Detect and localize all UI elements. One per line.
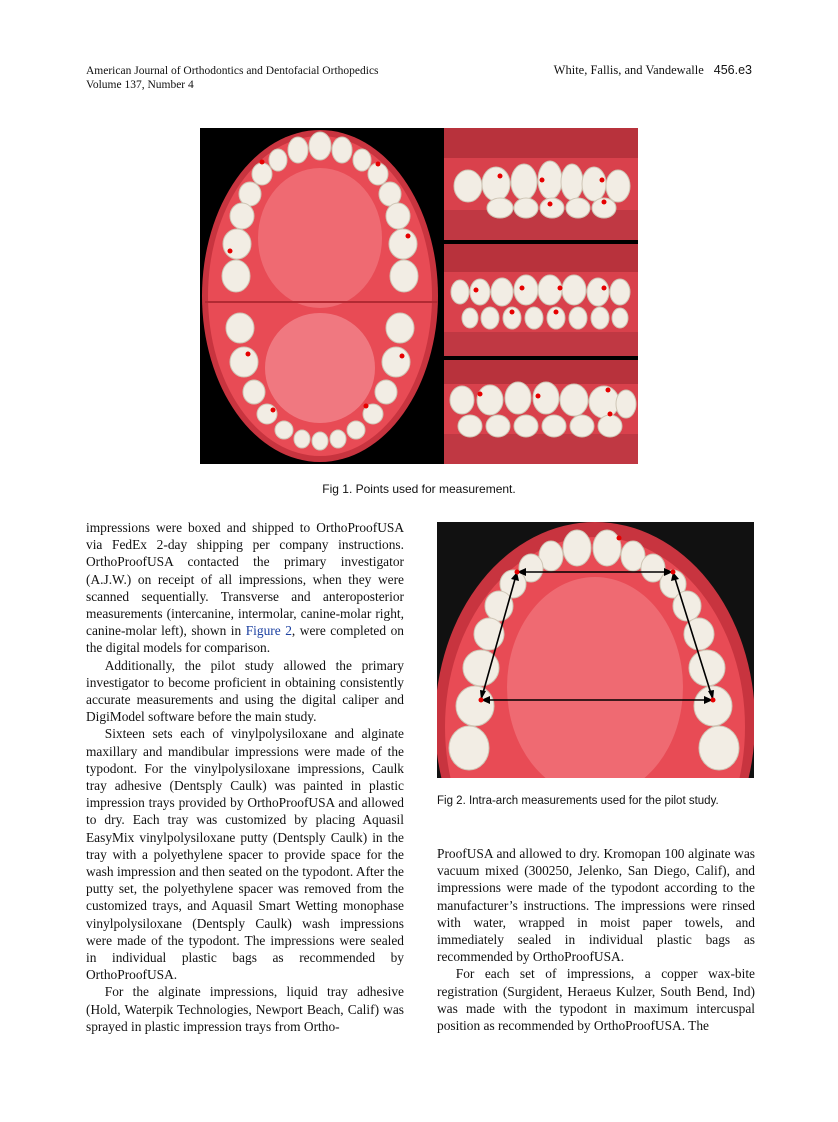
running-header-right (554, 63, 752, 78)
figure-2-image (437, 522, 754, 778)
figure-1-image (200, 128, 638, 464)
frontal-view-bottom (444, 360, 638, 464)
page-number: 456.e3 (713, 63, 752, 77)
journal-name: American Journal of Orthodontics and Dentofacial Orthopedics (86, 65, 379, 77)
paragraph: For the alginate impressions, liquid tray adhesive (Hold, Waterpik Technologies, Newport Beach, Calif) was sprayed in plastic impression trays from Ortho- (86, 984, 404, 1034)
journal-volume: Volume 137, Number 4 (86, 79, 194, 91)
paragraph: ProofUSA and allowed to dry. Kromopan 100 alginate was vacuum mixed (300250, Jelenko, San Diego, Calif), and impressions were made of the typodont according to the manufacturer’s instructions. The impressions were rinsed with water, wrapped in moist paper towels, and immediately sealed in individual plastic bags as recommended by OrthoProofUSA. (437, 846, 755, 965)
author-list: White, Fallis, and Vandewalle (553, 63, 704, 77)
figure-2-caption: Fig 2. Intra-arch measurements used for the pilot study. (437, 795, 719, 807)
frontal-view-middle (444, 244, 638, 356)
body-column-left (86, 519, 404, 1035)
paragraph: Sixteen sets each of vinylpolysiloxane and alginate maxillary and mandibular impressions were made of the typodont. For the vinylpolysiloxane impressions, Caulk tray adhesive (Dentsply Caulk) was painted in plastic impression trays provided by OrthoProofUSA and allowed to dry. Each tray was customized by placing Aquasil EasyMix vinylpolysiloxane putty (Dentsply Caulk) in the tray with a polyethylene spacer to provide space for the wash impression and then seated on the typodont. After the putty set, the polyethylene spacer was removed from the customized trays, and Aquasil Smart Wetting monophase vinylpolysiloxane (Dentsply Caulk) wash impressions were made of the typodont. The impressions were sealed in individual plastic bags as recommended by OrthoProofUSA. (86, 726, 404, 983)
occlusal-arches-photo (202, 130, 438, 462)
paragraph: impressions were boxed and shipped to OrthoProofUSA via FedEx 2-day shipping per company instructions. OrthoProofUSA contacted the primary investigator (A.J.W.) on receipt of all impressions, when they were scanned sequentially. Transverse and anteroposterior measurements (intercanine, intermolar, canine-molar right, canine-molar left), shown in Figure 2, were completed on the digital models for comparison. (86, 520, 404, 656)
running-header-left (86, 64, 379, 92)
body-column-right (437, 845, 755, 1034)
paragraph: Additionally, the pilot study allowed the primary investigator to become proficient in obtaining consistently accurate measurements and using the digital caliper and DigiModel software before the main study. (86, 657, 404, 725)
paragraph: For each set of impressions, a copper wax-bite registration (Surgident, Heraeus Kulzer, South Bend, Ind) was made with the typodont in maximum intercuspal position as recommended by OrthoProofUSA. The (437, 966, 755, 1034)
frontal-view-top (444, 128, 638, 240)
figure-2-link[interactable]: Figure 2 (245, 623, 292, 639)
figure-1-caption: Fig 1. Points used for measurement. (322, 482, 516, 496)
